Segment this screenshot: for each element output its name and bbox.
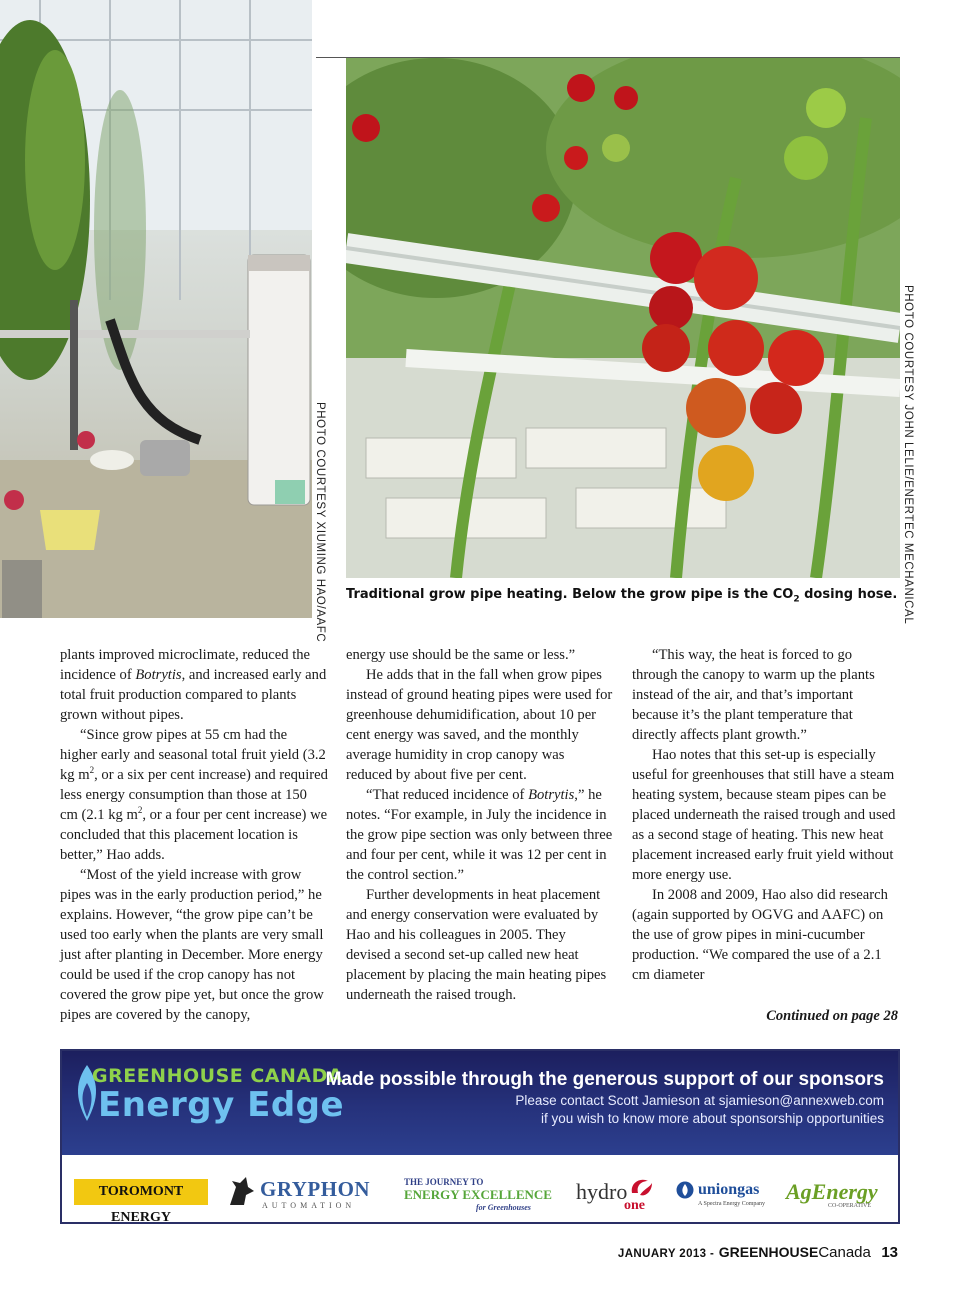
caption-subscript: 2 <box>793 594 800 605</box>
gryphon-automation-logo[interactable]: GRYPHON <box>260 1177 371 1201</box>
tomato-grow-pipe-illustration <box>346 58 900 578</box>
italic-term: Botrytis <box>528 787 575 803</box>
text-run: “That reduced incidence of <box>366 787 529 803</box>
gryphon-subtitle: AUTOMATION <box>262 1201 356 1210</box>
paragraph: “This way, the heat is forced to go through the canopy to warm up the plants instead of the air, and that’s important because it’s the plant temperature that directly affects plant growth.” <box>632 647 875 743</box>
agenergy-subtitle: CO-OPERATIVE <box>828 1203 871 1209</box>
banner-contact: Please contact Scott Jamieson at sjamieson@annexweb.com <box>515 1093 884 1108</box>
paragraph: energy use should be the same or less.” <box>346 647 576 663</box>
text-run: , or a four per cent increase) we concluded that this placement location is better,” Hao adds. <box>60 807 328 863</box>
superscript: 2 <box>89 765 95 776</box>
paragraph: He adds that in the fall when grow pipes instead of ground heating pipes were used for greenhouse dehumidification, about 10 per cent energy was saved, and the monthly average humidity in crop canopy was reduced by about five per cent. <box>346 667 613 783</box>
caption-text: Traditional grow pipe heating. Below the grow pipe is the CO <box>346 587 794 602</box>
banner-headline: Made possible through the generous support of our sponsors <box>325 1069 884 1090</box>
union-gas-logo[interactable]: uniongas <box>698 1181 760 1198</box>
article-column-2 <box>346 645 614 1005</box>
photo-credit-left: PHOTO COURTESY XIUMING HAO/AAFC <box>314 402 326 643</box>
hydro-one-logo[interactable]: hydro <box>576 1179 628 1204</box>
text-run: , and increased early and total fruit production compared to plants grown without pipes. <box>60 667 327 723</box>
greenhouse-equipment-illustration <box>0 0 312 618</box>
text-run: ,” he notes. “For example, in July the incidence in the grow pipe section was only between three and four per cent, while it was 12 per cent in the control section.” <box>346 787 613 883</box>
brand-subtitle: Energy Edge <box>98 1085 345 1125</box>
article-column-1 <box>60 645 328 1025</box>
tomato-grow-pipe-photo <box>346 58 900 578</box>
toromont-energy-logo[interactable]: TOROMONT ENERGY <box>74 1179 208 1205</box>
article-column-3 <box>632 645 900 985</box>
continued-link[interactable]: Continued on page 28 <box>766 1008 898 1024</box>
brand-title: GREENHOUSE CANADA <box>92 1065 344 1087</box>
agenergy-logo[interactable]: AgEnergy <box>786 1179 878 1204</box>
paragraph <box>346 785 614 885</box>
caption-text-end: dosing hose. <box>799 587 898 602</box>
journey-logo-line3: for Greenhouses <box>476 1203 531 1212</box>
hydro-one-word: one <box>624 1198 645 1213</box>
photo-caption <box>346 587 906 605</box>
banner-header <box>62 1051 898 1155</box>
banner-note: if you wish to know more about sponsorship opportunities <box>541 1111 884 1126</box>
page-footer <box>618 1244 898 1262</box>
page-number: 13 <box>881 1244 898 1261</box>
energy-excellence-logo[interactable]: ENERGY EXCELLENCE <box>404 1187 552 1202</box>
superscript: 2 <box>137 805 143 816</box>
italic-term: Botrytis <box>135 667 182 683</box>
union-gas-subtitle: A Spectra Energy Company <box>698 1201 766 1207</box>
magazine-name-suffix: Canada <box>818 1244 871 1261</box>
paragraph: Hao notes that this set-up is especially useful for greenhouses that still have a steam heating system, because steam pipes can be placed underneath the raised trough and used as a second stage of heating. This new heat placement increased early fruit yield without more energy use. <box>632 747 896 883</box>
text-run: , or a six per cent increase) and required less energy consumption than those at 150 cm (2.1 kg m <box>60 767 328 823</box>
greenhouse-equipment-photo <box>0 0 312 618</box>
union-gas-flame-icon <box>676 1181 694 1199</box>
sponsor-banner <box>60 1049 900 1224</box>
issue-date: JANUARY 2013 - <box>617 1248 715 1260</box>
text-run: “Since grow pipes at 55 cm had the higher early and seasonal total fruit yield (3.2 kg m <box>60 727 326 783</box>
magazine-name: GREENHOUSE <box>718 1244 819 1260</box>
paragraph: “Most of the yield increase with grow pipes was in the early production period,” he explains. However, “the grow pipe can’t be used too early when the plants are very small just after planting in December. More energy could be used if the crop canopy has not covered the grow pipe yet, but once the grow pipes are covered by the canopy, <box>60 867 324 1023</box>
paragraph: In 2008 and 2009, Hao also did research (again supported by OGVG and AAFC) on the use of grow pipes in mini-cucumber production. “We compared the use of a 2.1 cm diameter <box>632 887 888 983</box>
paragraph <box>60 645 328 725</box>
hydro-one-swirl-icon <box>628 1175 654 1199</box>
text-run: plants improved microclimate, reduced the incidence of <box>60 647 311 683</box>
gryphon-icon <box>226 1175 256 1209</box>
photo-credit-right: PHOTO COURTESY JOHN LELIE/ENERTEC MECHANICAL <box>902 285 914 625</box>
paragraph: Further developments in heat placement and energy conservation were evaluated by Hao and his colleagues in 2005. They devised a second set-up called new heat placement by placing the main heating pipes underneath the raised trough. <box>346 887 607 1003</box>
paragraph <box>60 725 328 865</box>
journey-logo-line1: THE JOURNEY TO <box>404 1177 484 1187</box>
